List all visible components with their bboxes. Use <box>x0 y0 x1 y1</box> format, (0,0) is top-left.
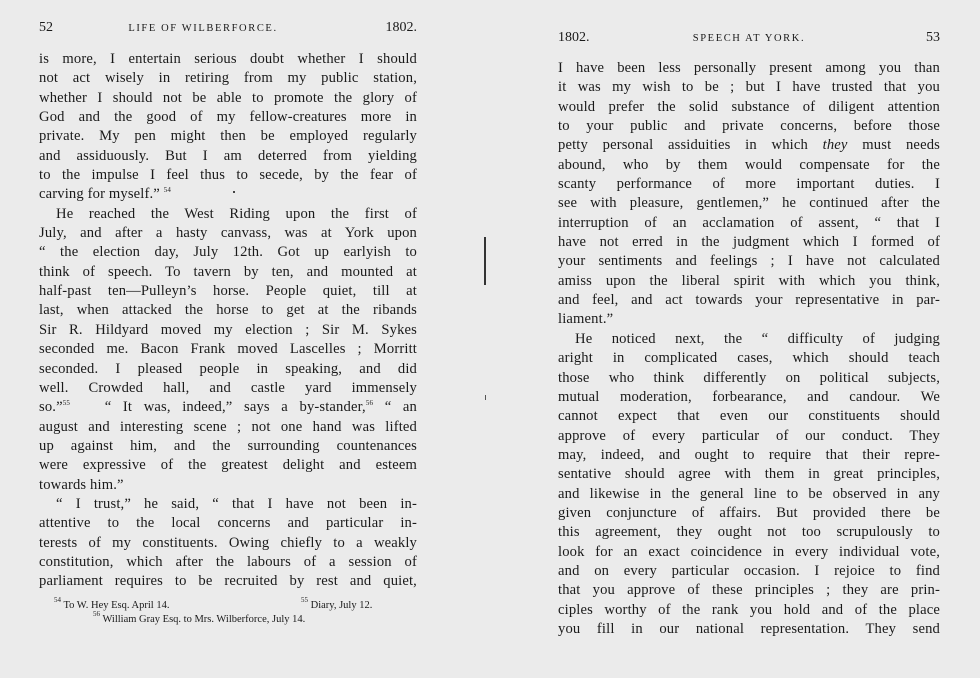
text-line: to the impulse I feel thus to secede, by the fear of <box>39 167 417 184</box>
text-line <box>558 136 940 155</box>
text-line: constitution, which after the labours of a session of <box>39 553 417 570</box>
text-line: have not erred in the judgment which I formed of <box>558 234 940 251</box>
footnote-text: Diary, July 12. <box>310 600 373 611</box>
text-line: may, indeed, and ought to require that their repre- <box>558 446 940 463</box>
body-text-right <box>558 59 940 639</box>
text-run: “ an <box>384 399 417 416</box>
text-line: terests of my constituents. Owing chiefly to a weakly <box>39 534 417 551</box>
text-line: is more, I entertain serious doubt whether I should <box>39 51 417 67</box>
footnotes <box>39 596 429 627</box>
text-run: must needs <box>862 137 940 154</box>
text-run: carving for myself.” <box>39 186 160 203</box>
footnote-text: To W. Hey Esq. April 14. <box>63 600 170 611</box>
text-line: seconded. I pleased people in speaking, and did <box>39 360 417 377</box>
text-line: and assiduously. But I am deterred from yielding <box>39 147 417 164</box>
text-line: parliament requires to be recruited by rest and quiet, <box>39 573 417 590</box>
page-number: 52 <box>39 20 53 35</box>
footnote-56 <box>93 610 306 627</box>
running-year: 1802. <box>558 30 590 45</box>
text-line: scanty performance of more important duties. I <box>558 176 940 193</box>
running-head-left <box>39 20 417 40</box>
text-line: Sir R. Hildyard moved my election ; Sir M. Sykes <box>39 321 417 338</box>
text-line: this agreement, they ought not too scrupulously to <box>558 524 940 541</box>
running-head-right <box>558 30 940 50</box>
text-line: cannot expect that even our constituents should <box>558 408 940 425</box>
text-line: “ I trust,” he said, “ that I have not been in- <box>56 495 417 512</box>
text-line: see with pleasure, gentlemen,” he continued after the <box>558 195 940 212</box>
footnote-marker: 54 <box>54 596 61 604</box>
text-line: July, and after a hasty canvass, was at York upon <box>39 225 417 242</box>
text-line: half-past ten—Pulleyn’s horse. People quiet, till at <box>39 283 417 300</box>
print-speck <box>233 191 235 193</box>
text-line <box>39 185 417 204</box>
text-line: and likewise in the general line to be observed in any <box>558 485 940 502</box>
text-line: that you approve of these principles ; they are prin- <box>558 582 940 599</box>
text-line: to your public and private concerns, before those <box>558 118 940 135</box>
footnote-text: William Gray Esq. to Mrs. Wilberforce, July 14. <box>102 614 306 625</box>
text-line: private. My pen might then be employed regularly <box>39 128 417 145</box>
text-line: “ the election day, July 12th. Got up earlyish to <box>39 244 417 261</box>
text-line: last, when attacked the horse to get at the ribands <box>39 302 417 319</box>
footnote-55 <box>301 596 373 613</box>
text-line: I have been less personally present among you than <box>558 60 940 76</box>
footnote-row <box>39 610 429 627</box>
text-line: liament.” <box>558 311 614 328</box>
text-line: attentive to the local concerns and particular in- <box>39 515 417 532</box>
running-year: 1802. <box>385 20 417 35</box>
text-line: sentative should agree with them in great principles, <box>558 466 940 483</box>
text-line: it was my wish to be ; but I have trusted that you <box>558 79 940 96</box>
gutter-speck <box>485 395 486 400</box>
text-line: seconded me. Bacon Frank moved Lascelles ; Morritt <box>39 341 417 358</box>
text-line: were expressive of the greatest delight and esteem <box>39 457 417 474</box>
text-line: God and the good of my fellow-creatures more in <box>39 109 417 126</box>
footnote-ref-56: 56 <box>365 399 374 408</box>
text-line: not act wisely in retiring from my public station, <box>39 70 417 87</box>
text-line: He noticed next, the “ difficulty of judging <box>575 330 940 347</box>
text-run: “ It was, indeed,” says a by-stander, <box>104 399 366 416</box>
text-line: amiss upon the liberal spirit with which you think, <box>558 272 940 289</box>
footnote-54 <box>54 596 170 613</box>
text-line: towards him.” <box>39 476 124 493</box>
body-text-left <box>39 50 417 592</box>
page-number: 53 <box>926 30 940 45</box>
running-title: LIFE OF WILBERFORCE. <box>128 23 278 34</box>
text-line: look for an exact coincidence in every individual vote, <box>558 543 940 560</box>
text-run: petty personal assiduities in which <box>558 137 808 154</box>
text-run: so.” <box>39 399 63 416</box>
text-line: and feel, and act towards your representative in par- <box>558 292 940 309</box>
footnote-ref-55: 55 <box>62 399 71 408</box>
running-title: SPEECH AT YORK. <box>692 33 806 44</box>
text-line: your sentiments and feelings ; I have not calculated <box>558 253 940 270</box>
text-line: mutual moderation, forbearance, and candour. We <box>558 388 940 405</box>
text-line: august and interesting scene ; not one hand was lifted <box>39 418 417 435</box>
text-line: and on every particular occasion. I rejoice to find <box>558 562 940 579</box>
text-line: given conjuncture of affairs. But provided there be <box>558 504 940 521</box>
text-line: approve of every particular of our conduct. They <box>558 427 940 444</box>
footnote-marker: 55 <box>301 596 308 604</box>
text-line: He reached the West Riding upon the first of <box>56 205 417 222</box>
right-page <box>558 0 940 637</box>
footnote-ref-54: 54 <box>163 186 172 195</box>
text-line: up against him, and the surrounding countenances <box>39 437 417 454</box>
footnote-marker: 56 <box>93 610 100 618</box>
text-line: whether I should not be able to promote the glory of <box>39 89 417 106</box>
left-page <box>39 0 417 625</box>
italic-emphasis: they <box>822 137 848 154</box>
text-line <box>39 398 417 417</box>
text-line: abound, who by them would compensate for the <box>558 156 940 173</box>
text-line: think of speech. To tavern by ten, and mounted at <box>39 263 417 280</box>
text-line: well. Crowded hall, and castle yard immensely <box>39 379 417 396</box>
text-line: ciples worthy of the rank you hold and of the place <box>558 601 940 618</box>
text-line: aright in complicated cases, which should teach <box>558 350 940 367</box>
text-line: would prefer the solid substance of diligent attention <box>558 98 940 115</box>
text-line: you fill in our national representation. They send <box>558 620 940 637</box>
text-line: those who think differently on political subjects, <box>558 369 940 386</box>
gutter-line <box>484 237 486 285</box>
text-line: interruption of an acclamation of assent, “ that I <box>558 214 940 231</box>
